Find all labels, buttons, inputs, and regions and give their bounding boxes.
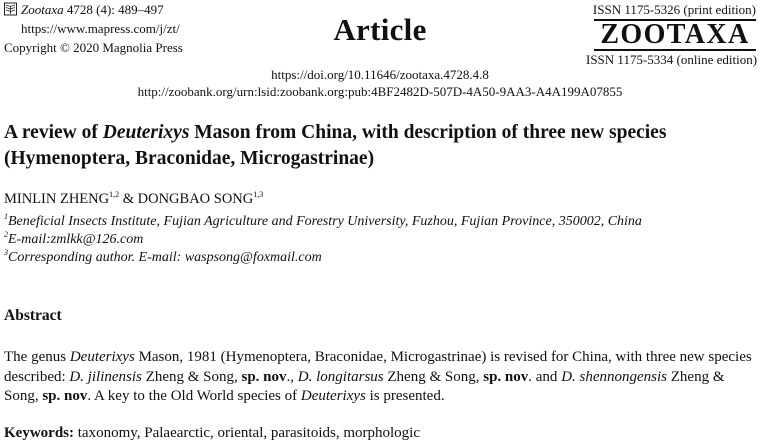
abstract-heading: Abstract	[4, 307, 62, 324]
author-name: MINLIN ZHENG	[4, 191, 110, 207]
affiliation	[4, 212, 642, 230]
keywords-text: taxonomy, Palaearctic, oriental, parasitoids, morphologic	[74, 425, 421, 441]
affiliation-marker: 3	[4, 248, 8, 257]
author-affiliation-marker: 1,3	[253, 190, 264, 199]
affiliation-text: Corresponding author. E-mail: waspsong@foxmail.com	[8, 250, 322, 265]
journal-url-link[interactable]: https://www.mapress.com/j/zt/	[21, 21, 180, 36]
affiliation-marker: 1	[4, 212, 8, 221]
author-affiliation-marker: 1,2	[109, 190, 120, 199]
corresponding-author	[4, 248, 322, 266]
paper-title	[4, 120, 756, 172]
journal-brand-block	[586, 2, 756, 68]
affiliation-email	[4, 230, 143, 248]
zoobank-link[interactable]: http://zoobank.org/urn:lsid:zoobank.org:pub:4BF2482D-507D-4A50-9AA3-A4A199A07855	[137, 84, 623, 99]
journal-citation: 4728 (4): 489–497	[66, 2, 164, 17]
keywords-label: Keywords:	[4, 425, 74, 441]
copyright: Copyright © 2020 Magnolia Press	[4, 40, 183, 55]
keywords-line	[4, 425, 420, 442]
author-name: DONGBAO SONG	[137, 191, 254, 207]
affiliation-marker: 2	[4, 230, 8, 239]
author-separator: &	[119, 191, 138, 207]
author-list	[4, 190, 263, 208]
zootaxa-logo: ZOOTAXA	[594, 19, 756, 51]
article-type-heading: Article	[333, 12, 427, 47]
journal-name: Zootaxa	[21, 2, 64, 17]
issn-online: ISSN 1175-5334 (online edition)	[586, 52, 758, 67]
title-genus: Deuterixys	[102, 122, 190, 143]
issn-print: ISSN 1175-5326 (print edition)	[592, 2, 756, 17]
affiliation-text: E-mail:zmlkk@126.com	[8, 232, 144, 247]
abstract-body: The genus Deuterixys Mason, 1981 (Hymenoptera, Braconidae, Microgastrinae) is revised for China, with three new species described: D. jilinensis Zheng & Song, sp. nov., D. longitarsus Zheng & Song, sp. nov. and D. shennongensis Zheng & Song, sp. nov. A key to the Old World species of Deuterixys is presented.	[4, 349, 752, 404]
title-text-rest: Mason from China, with description of three new species (Hymenoptera, Braconidae, Microgastrinae)	[4, 122, 667, 169]
doi-link[interactable]: https://doi.org/10.11646/zootaxa.4728.4.8	[271, 67, 489, 82]
affiliation-text: Beneficial Insects Institute, Fujian Agriculture and Forestry University, Fuzhou, Fujian Province, 350002, China	[8, 214, 642, 229]
title-text: A review of	[4, 122, 103, 143]
